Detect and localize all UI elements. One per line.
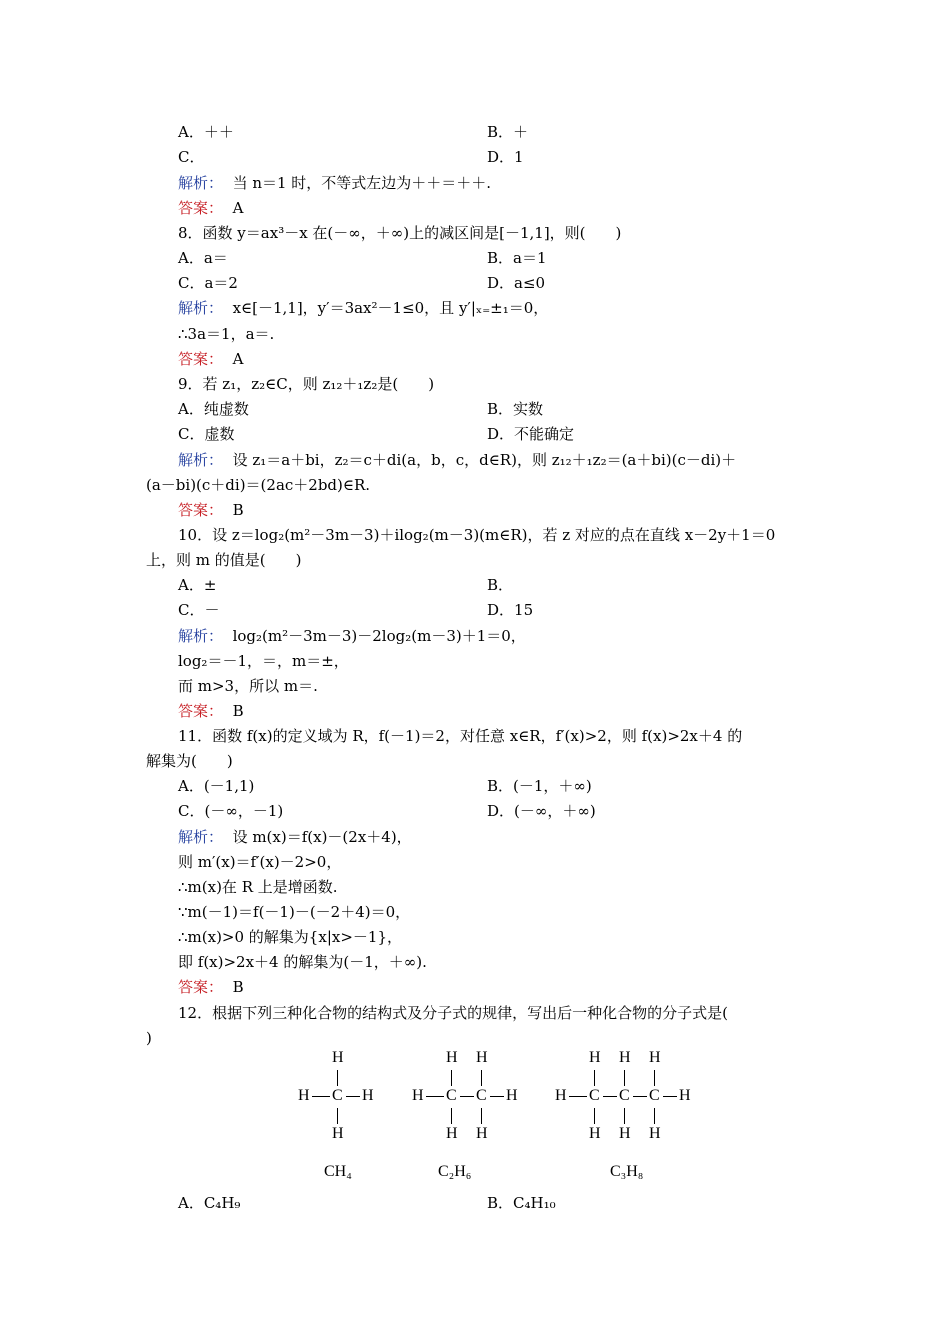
q10-option-b: B．	[487, 576, 514, 594]
bond-line	[481, 1108, 482, 1124]
q10-option-a: A．±	[178, 576, 217, 594]
atom-h: H	[362, 1087, 374, 1104]
atom-h: H	[446, 1049, 458, 1066]
analysis-label: 解析：	[178, 174, 224, 192]
atom-c: C	[476, 1087, 487, 1104]
answer-text: B	[232, 501, 244, 519]
q7-option-c: C．	[178, 148, 205, 166]
atom-h: H	[298, 1087, 310, 1104]
bond-line	[663, 1096, 677, 1097]
q11-analysis-6: 即 f(x)>2x＋4 的解集为(－1，＋∞).	[178, 953, 427, 971]
bond-line	[460, 1096, 474, 1097]
atom-h: H	[619, 1049, 631, 1066]
answer-label: 答案：	[178, 350, 224, 368]
atom-h: H	[476, 1125, 488, 1142]
bond-line	[346, 1096, 360, 1097]
bond-line	[624, 1108, 625, 1124]
q8-option-c: C．a＝2	[178, 274, 238, 292]
bond-line	[312, 1096, 330, 1097]
q11-option-b: B．(－1，＋∞)	[487, 777, 592, 795]
bond-line	[451, 1108, 452, 1124]
atom-h: H	[506, 1087, 518, 1104]
bond-line	[594, 1070, 595, 1086]
analysis-label: 解析：	[178, 299, 224, 317]
q10-option-d: D．15	[487, 601, 534, 619]
answer-label: 答案：	[178, 702, 224, 720]
q11-analysis-2: 则 m′(x)＝f′(x)－2>0，	[178, 853, 342, 871]
bond-line	[594, 1108, 595, 1124]
bond-line	[490, 1096, 504, 1097]
atom-h: H	[446, 1125, 458, 1142]
q8-stem: 8．函数 y＝ax³－x 在(－∞，＋∞)上的减区间是[－1,1]，则( )	[178, 224, 622, 242]
q7-option-d: D．1	[487, 148, 524, 166]
atom-h: H	[332, 1125, 344, 1142]
q9-option-d: D．不能确定	[487, 425, 575, 443]
analysis-text: 设 z₁＝a＋bi，z₂＝c＋di(a，b，c，d∈R)，则 z₁₂＋₁z₂＝(a＋bi)(c－di)＋	[232, 451, 737, 469]
atom-c: C	[619, 1087, 630, 1104]
atom-h: H	[679, 1087, 691, 1104]
q8-option-d: D．a≤0	[487, 274, 546, 292]
answer-text: A	[232, 350, 244, 368]
q9-option-b: B．实数	[487, 400, 544, 418]
atom-h: H	[589, 1049, 601, 1066]
q12-option-a: A．C₄H₉	[178, 1194, 241, 1212]
bond-line	[624, 1070, 625, 1086]
atom-c: C	[589, 1087, 600, 1104]
bond-line	[654, 1070, 655, 1086]
atom-h: H	[476, 1049, 488, 1066]
atom-h: H	[619, 1125, 631, 1142]
atom-h: H	[649, 1125, 661, 1142]
q7-option-b: B．＋	[487, 123, 529, 141]
q8-option-a: A．a＝	[178, 249, 228, 267]
q9-stem: 9．若 z₁，z₂∈C，则 z₁₂＋₁z₂是( )	[178, 375, 435, 393]
q11-option-c: C．(－∞，－1)	[178, 802, 284, 820]
q11-analysis-3: ∴m(x)在 R 上是增函数.	[178, 878, 338, 896]
formula-c3h8: C₃H₈	[610, 1163, 644, 1180]
answer-label: 答案：	[178, 199, 224, 217]
analysis-label: 解析：	[178, 627, 224, 645]
q12-stem-2: )	[146, 1029, 152, 1047]
q8-analysis-2: ∴3a＝1，a＝.	[178, 325, 275, 343]
q8-option-b: B．a＝1	[487, 249, 547, 267]
answer-label: 答案：	[178, 978, 224, 996]
q10-stem-2: 上，则 m 的值是( )	[146, 551, 302, 569]
q10-analysis-3: 而 m>3，所以 m＝.	[178, 677, 318, 695]
q11-analysis-5: ∴m(x)>0 的解集为{x|x>－1}，	[178, 928, 402, 946]
bond-line	[603, 1096, 617, 1097]
analysis-text: log₂(m²－3m－3)－2log₂(m－3)＋1＝0，	[232, 627, 526, 645]
q12-option-b: B．C₄H₁₀	[487, 1194, 556, 1212]
q11-option-d: D．(－∞，＋∞)	[487, 802, 596, 820]
bond-line	[451, 1070, 452, 1086]
q7-option-a: A．＋＋	[178, 123, 234, 141]
atom-h: H	[412, 1087, 424, 1104]
atom-c: C	[332, 1087, 343, 1104]
atom-c: C	[649, 1087, 660, 1104]
analysis-label: 解析：	[178, 451, 224, 469]
bond-line	[633, 1096, 647, 1097]
analysis-text: x∈[－1,1]，y′＝3ax²－1≤0，且 y′|ₓ₌±₁＝0，	[232, 299, 549, 317]
q11-option-a: A．(－1,1)	[178, 777, 255, 795]
analysis-label: 解析：	[178, 828, 224, 846]
bond-line	[481, 1070, 482, 1086]
q10-analysis-2: log₂＝－1，＝，m＝±，	[178, 652, 349, 670]
bond-line	[426, 1096, 444, 1097]
q11-stem-2: 解集为( )	[146, 752, 233, 770]
atom-c: C	[446, 1087, 457, 1104]
q10-stem: 10．设 z＝log₂(m²－3m－3)＋ilog₂(m－3)(m∈R)，若 z 对应的点在直线 x－2y＋1＝0	[178, 526, 776, 544]
q10-option-c: C．－	[178, 601, 220, 619]
atom-h: H	[649, 1049, 661, 1066]
bond-line	[569, 1096, 587, 1097]
q9-option-c: C．虚数	[178, 425, 235, 443]
q11-stem: 11．函数 f(x)的定义域为 R，f(－1)＝2，对任意 x∈R，f′(x)>2，则 f(x)>2x＋4 的	[178, 727, 743, 745]
q9-option-a: A．纯虚数	[178, 400, 249, 418]
formula-ch4: CH₄	[324, 1163, 352, 1180]
atom-h: H	[555, 1087, 567, 1104]
answer-text: A	[232, 199, 244, 217]
atom-h: H	[332, 1049, 344, 1066]
answer-label: 答案：	[178, 501, 224, 519]
answer-text: B	[232, 702, 244, 720]
bond-line	[337, 1108, 338, 1124]
answer-text: B	[232, 978, 244, 996]
formula-c2h6: C₂H₆	[438, 1163, 472, 1180]
bond-line	[337, 1070, 338, 1086]
q11-analysis-4: ∵m(－1)＝f(－1)－(－2＋4)＝0，	[178, 903, 411, 921]
q12-stem: 12．根据下列三种化合物的结构式及分子式的规律，写出后一种化合物的分子式是(	[178, 1004, 728, 1022]
bond-line	[654, 1108, 655, 1124]
q9-analysis-2: (a－bi)(c＋di)＝(2ac＋2bd)∈R.	[146, 476, 371, 494]
analysis-text: 设 m(x)＝f(x)－(2x＋4)，	[232, 828, 412, 846]
atom-h: H	[589, 1125, 601, 1142]
analysis-text: 当 n＝1 时，不等式左边为＋＋＝＋＋.	[232, 174, 492, 192]
